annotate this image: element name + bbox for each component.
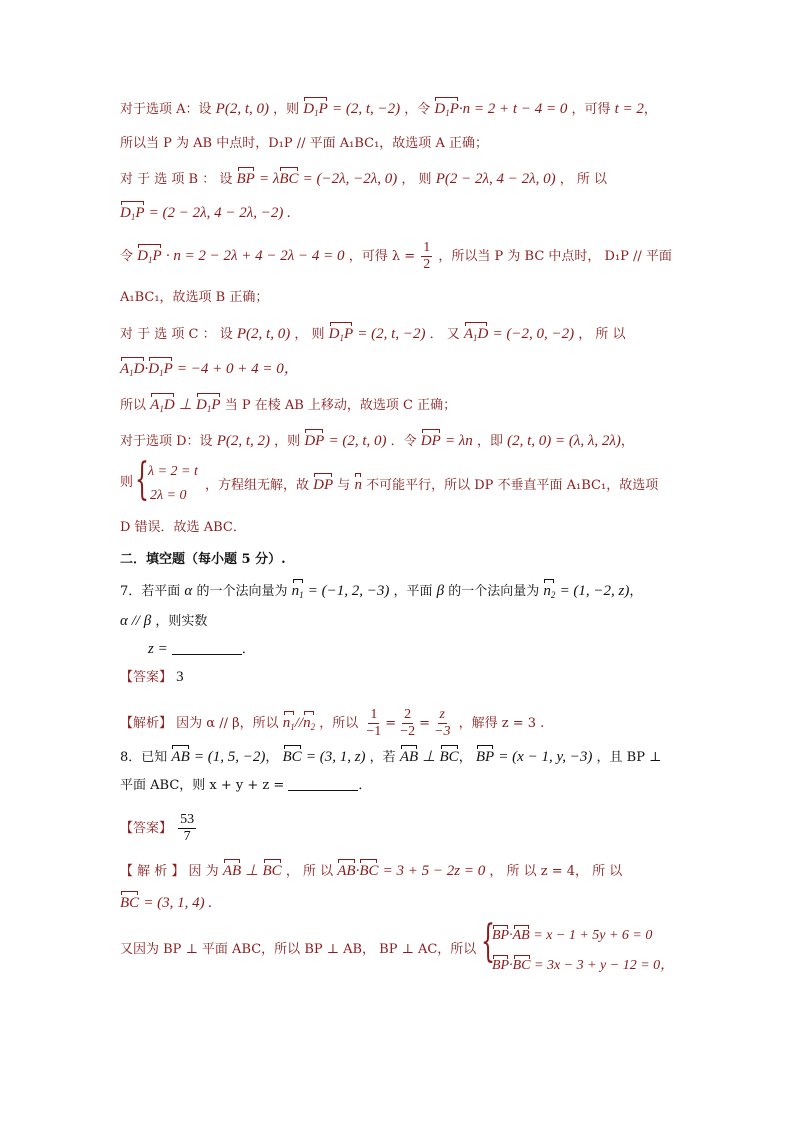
text: ， 所 以 bbox=[285, 864, 334, 879]
text: 又因为 BP ⊥ 平面 ABC，所以 BP ⊥ AB， BP ⊥ AC，所以 bbox=[120, 942, 477, 957]
vector-d1p: $D_1P$ bbox=[434, 101, 459, 118]
option-c-line-1 bbox=[120, 325, 626, 344]
section-heading bbox=[120, 552, 286, 568]
option-d-line-2 bbox=[205, 476, 658, 494]
vector-n2: $n_2$ bbox=[303, 715, 316, 733]
question-8-solution-line-2 bbox=[120, 894, 212, 912]
vector-d1p: $D_1P$ bbox=[328, 326, 354, 343]
math-eq: = λn bbox=[444, 433, 473, 449]
vector-bc: BC bbox=[120, 895, 140, 911]
text: ，所以 bbox=[319, 716, 359, 732]
text: ， 所 以 bbox=[559, 172, 607, 187]
vector-n1: $n_1$ bbox=[282, 715, 295, 733]
text: ， 则 bbox=[401, 172, 432, 187]
math-result: t = 2 bbox=[614, 101, 644, 117]
text: 因为 α // β，所以 bbox=[176, 716, 279, 732]
vector-dp: DP bbox=[420, 433, 441, 449]
vector-d1p: $D_1P$ bbox=[137, 248, 162, 266]
perp-symbol: ⊥ bbox=[178, 397, 192, 413]
text: 8．已知 bbox=[120, 750, 168, 765]
option-b-line-1 bbox=[120, 170, 607, 188]
math-eq: = x − 1 + 5y + 6 = 0 bbox=[533, 928, 653, 943]
math-point: P(2, t, 0) bbox=[236, 326, 291, 342]
text: 所以当 P 为 AB 中点时，D₁P // 平面 A₁BC₁，故选项 A 正确； bbox=[120, 136, 488, 151]
text: ，则 bbox=[274, 434, 301, 449]
text: 的一个法向量为 bbox=[448, 584, 540, 599]
left-brace: { bbox=[481, 916, 495, 967]
text: 与 bbox=[337, 478, 351, 493]
question-7-solution: 【解析】 因为 α // β，所以 $n_1//n_2$ ，所以 $\frac{1}{-1}$ = $\frac{2}{-2}$ = $\frac{z}{-3}$ ，解得 z = 3 . bbox=[120, 707, 545, 740]
solution-tag: 【 解 析 】 bbox=[120, 864, 185, 879]
text: ，解得 z = 3 . bbox=[458, 716, 545, 732]
vector-a1d: $A_1D$ bbox=[120, 361, 145, 378]
denominator: −1 bbox=[366, 724, 382, 740]
option-b-line-4 bbox=[120, 290, 268, 306]
vector-bc: BC bbox=[359, 863, 379, 879]
math-alpha: α bbox=[184, 583, 193, 599]
text: ， bbox=[643, 102, 657, 117]
vector-bc: BC bbox=[512, 958, 531, 973]
vector-bp: BP bbox=[236, 171, 255, 187]
text: 当 P 在棱 AB 上移动，故选项 C 正确； bbox=[224, 398, 457, 413]
math-eq: = 3x − 3 + y − 12 = 0 bbox=[534, 958, 661, 973]
question-8-answer bbox=[120, 812, 198, 845]
option-b-line-2 bbox=[120, 204, 291, 223]
option-c-line-2: $A_1D\cdot D_1P = -4 + 0 + 4 = 0$， bbox=[120, 361, 299, 378]
text: ， 则 bbox=[294, 327, 325, 342]
text: ，令 bbox=[404, 102, 431, 117]
vector-bp: BP bbox=[492, 958, 510, 973]
vector-ab: AB bbox=[399, 749, 419, 765]
math-eq: = (1, 5, −2) bbox=[193, 749, 266, 765]
math-eq: = (x − 1, y, −3) bbox=[498, 749, 593, 765]
denominator: −2 bbox=[400, 724, 416, 740]
numerator: 1 bbox=[368, 707, 379, 724]
vector-d1p: $D_1P$ bbox=[196, 397, 221, 414]
text: ，可得 λ = bbox=[348, 249, 416, 265]
denominator: 2 bbox=[423, 257, 431, 273]
answer-value: 3 bbox=[176, 669, 184, 685]
math-eq: = (2, t, −2) bbox=[357, 326, 426, 342]
text: 所以 bbox=[120, 398, 147, 413]
solution-tag: 【解析】 bbox=[120, 716, 173, 732]
fraction bbox=[398, 707, 417, 740]
answer-fraction bbox=[178, 812, 196, 845]
vector-dp: DP bbox=[313, 477, 334, 493]
text: 不可能平行，所以 DP 不垂直平面 A₁BC₁，故选项 bbox=[366, 478, 659, 493]
answer-blank[interactable] bbox=[288, 790, 358, 791]
text: 则 bbox=[120, 475, 134, 490]
text: D 错误．故选 ABC． bbox=[120, 520, 246, 535]
text: 的一个法向量为 bbox=[196, 584, 288, 599]
text: 对于选项 A：设 bbox=[120, 102, 212, 117]
question-8-line-2 bbox=[120, 778, 371, 794]
perp-symbol: ⊥ bbox=[245, 863, 259, 879]
text: ， 所 以 bbox=[578, 327, 626, 342]
question-7-line-3 bbox=[148, 640, 255, 658]
math-eq: ·n = 2 + t − 4 = 0 bbox=[458, 101, 568, 117]
text: 对 于 选 项 B ： 设 bbox=[120, 172, 233, 187]
vector-bp: BP bbox=[475, 749, 495, 765]
heading-text: 二．填空题（每小题 5 分）. bbox=[120, 552, 286, 567]
math-eq: = (−2, 0, −2) bbox=[492, 326, 575, 342]
text: ． 又 bbox=[429, 327, 460, 342]
vector-bc: BC bbox=[262, 863, 282, 879]
math-beta: β bbox=[436, 583, 445, 599]
text: ． bbox=[358, 778, 372, 793]
vector-n1: $n_1$ bbox=[291, 583, 304, 600]
question-7-line-2 bbox=[120, 612, 207, 630]
option-d-line-1 bbox=[120, 432, 634, 450]
text: 7．若平面 bbox=[120, 584, 181, 599]
math-eq: · n = 2 − 2λ + 4 − 2λ − 4 = 0 bbox=[165, 248, 345, 265]
numerator: 53 bbox=[178, 812, 196, 829]
math-eq: α // β bbox=[120, 613, 152, 629]
text: ， bbox=[660, 958, 675, 973]
answer-blank[interactable] bbox=[172, 654, 242, 655]
text: ，且 BP ⊥ bbox=[596, 750, 662, 765]
text: ．令 bbox=[390, 434, 417, 449]
fraction bbox=[432, 707, 452, 740]
vector-d1p: $D_1P$ bbox=[303, 101, 328, 118]
vector-n: n bbox=[354, 477, 362, 493]
text: 对 于 选 项 C ： 设 bbox=[120, 327, 233, 342]
answer-tag: 【答案】 bbox=[120, 821, 173, 837]
option-a-line-2 bbox=[120, 136, 488, 152]
parallel-symbol: // bbox=[294, 715, 304, 732]
vector-bc: BC bbox=[439, 749, 459, 765]
vector-ab: AB bbox=[222, 863, 242, 879]
math-eq: = (2, t, 0) bbox=[328, 433, 387, 449]
question-7-line-1 bbox=[120, 582, 642, 601]
math-eq: = (2 − 2λ, 4 − 2λ, −2) . bbox=[148, 205, 291, 221]
option-d-line-3 bbox=[120, 520, 246, 536]
system-row-2: BP·BC = 3x − 3 + y − 12 = 0， bbox=[492, 958, 675, 973]
text: ，若 bbox=[369, 750, 396, 765]
text: ，方程组无解，故 bbox=[205, 478, 310, 493]
text: 对于选项 D：设 bbox=[120, 434, 213, 449]
math-point: P(2, t, 0) bbox=[215, 101, 269, 117]
text: 因 为 bbox=[188, 864, 219, 879]
text: ， 所 以 z = 4， 所 以 bbox=[489, 864, 623, 879]
text: ，所以当 P 为 BC 中点时， D₁P // 平面 bbox=[438, 249, 672, 265]
vector-n2: $n_2$ bbox=[543, 583, 556, 600]
math-point: P(2 − 2λ, 4 − 2λ, 0) bbox=[435, 171, 556, 187]
vector-ab: AB bbox=[337, 863, 356, 879]
vector-a1d: $A_1D$ bbox=[150, 397, 175, 414]
left-brace: { bbox=[135, 454, 149, 505]
text: ， bbox=[629, 584, 643, 599]
math-eq: (2, t, 0) = (λ, λ, 2λ) bbox=[507, 433, 621, 449]
vector-a1d: $A_1D$ bbox=[463, 326, 489, 343]
text: A₁BC₁，故选项 B 正确； bbox=[120, 290, 269, 305]
text: ， bbox=[620, 434, 634, 449]
text: 平面 ABC，则 x + y + z = bbox=[120, 778, 285, 793]
system-row-2: 2λ = 0 bbox=[150, 488, 187, 503]
question-8-solution-line-3 bbox=[120, 942, 476, 958]
math-eq: = (−1, 2, −3) bbox=[307, 583, 390, 599]
answer-tag: 【答案】 bbox=[120, 670, 173, 685]
math-eq: z = bbox=[148, 641, 168, 657]
vector-d1p: $D_1P$ bbox=[120, 205, 145, 222]
question-8-line-1: 8．已知 AB = (1, 5, −2)， BC = (3, 1, z) ，若 AB ⊥ BC， BP = (x − 1, y, −3) ，且 BP ⊥ bbox=[120, 749, 662, 765]
option-b-line-3 bbox=[120, 240, 672, 273]
denominator: 7 bbox=[183, 829, 191, 845]
vector-d1p: $D_1P$ bbox=[148, 361, 173, 378]
text: 令 bbox=[120, 249, 134, 265]
question-7-answer bbox=[120, 668, 184, 686]
vector-bc: BC bbox=[279, 171, 299, 187]
math-eq: = 3 + 5 − 2z = 0 bbox=[382, 863, 486, 879]
math-point: P(2, t, 2) bbox=[216, 433, 271, 449]
numerator: 2 bbox=[402, 707, 413, 724]
question-8-solution-line-1: 【 解 析 】 因 为 AB ⊥ BC ， 所 以 AB·BC = 3 + 5 − 2z = 0 ， 所 以 z = 4， 所 以 bbox=[120, 863, 623, 879]
text: ，则实数 bbox=[155, 614, 208, 629]
vector-bp: BP bbox=[492, 928, 510, 943]
system-row-1: λ = 2 = t bbox=[148, 464, 198, 479]
vector-dp: DP bbox=[304, 433, 325, 449]
system-row-1: BP·AB = x − 1 + 5y + 6 = 0 bbox=[492, 928, 653, 943]
text: ，则 bbox=[273, 102, 300, 117]
text: ，可得 bbox=[571, 102, 611, 117]
vector-bc: BC bbox=[282, 749, 302, 765]
numerator: z bbox=[438, 707, 447, 724]
math-eq: = (2, t, −2) bbox=[331, 101, 401, 117]
text: ，即 bbox=[476, 434, 503, 449]
denominator: −3 bbox=[434, 724, 451, 740]
math-eq: = (3, 1, z) bbox=[305, 749, 366, 765]
math-eq: = λ bbox=[258, 171, 280, 187]
perp-symbol: ⊥ bbox=[422, 749, 436, 765]
vector-ab: AB bbox=[171, 749, 190, 765]
math-eq: = (3, 1, 4) . bbox=[143, 895, 213, 911]
math-eq: = (1, −2, z) bbox=[559, 583, 630, 599]
numerator: 1 bbox=[421, 240, 432, 257]
fraction bbox=[421, 240, 432, 273]
math-eq: = −4 + 0 + 4 = 0， bbox=[176, 361, 299, 377]
vector-ab: AB bbox=[512, 928, 530, 943]
text: ，平面 bbox=[393, 584, 433, 599]
text: ． bbox=[241, 642, 255, 657]
math-eq: = (−2λ, −2λ, 0) bbox=[302, 171, 398, 187]
option-c-line-3 bbox=[120, 396, 456, 415]
fraction bbox=[364, 707, 383, 740]
option-a-line-1 bbox=[120, 100, 657, 119]
